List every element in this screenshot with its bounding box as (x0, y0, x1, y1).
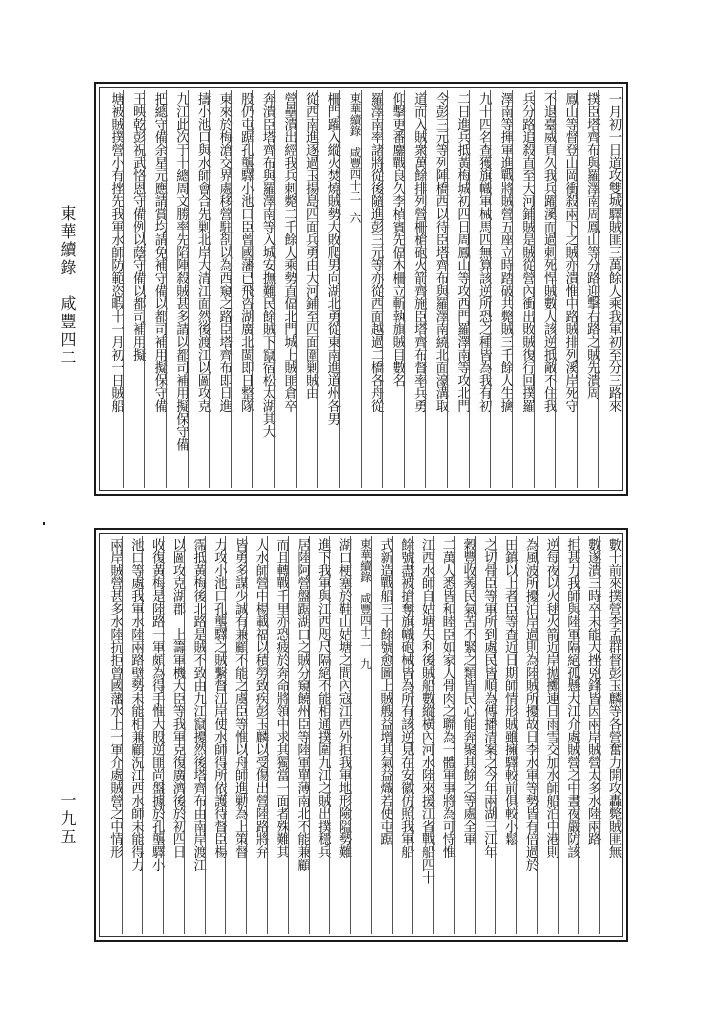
lower-text-column: 湖口梗塞於鞋山姑塘之間內寇江西外拒我軍地形險隘勢難 (329, 536, 350, 934)
margin-mark (43, 522, 45, 525)
lower-text-column: 以圖攻克湖郡 上籌軍機大臣等我軍克復廣濟後於初四日 (163, 536, 184, 934)
upper-text-column: 從西南進逐過玉揚島四面兵勇由大河鋪至四面圍剿賊由 (296, 90, 318, 488)
upper-text-column: 不退臺威頁久我兵躍溪而過刺死悍賊數人該逆抵敵不住我 (534, 90, 556, 488)
upper-text-column: 柵門躍入縱火焚燒賊勢大敗爬男向湖北勇從東南進道州各男 (317, 90, 339, 488)
upper-text-column: 兵分路追殺直至大河鋪賊是賊從營內衝出敗賊復行回撲羅 (512, 90, 534, 488)
lower-text-column: 逆每夜以火毬火箭近岸拋擲連日雨雪交加水師船泊中港則 (537, 536, 558, 934)
lower-text-column: 拒甚力我師與陸軍隔絕孤懸大江介處賊營之中晝夜嚴防該 (558, 536, 579, 934)
lower-text-column: 式新造戰船三十餘號愈圖上賊艘益增其氣益熾若使屯踞 (371, 536, 392, 934)
lower-text-column: 數十前來撲營李孟群督彭玉麟等各營奮力開攻轟斃賊匪無 (599, 536, 620, 934)
lower-text-columns (102, 536, 620, 934)
lower-text-column: 田鎮以上者臣等查近日期師情形賊雖擁驛較前俱較小鬆 (495, 536, 516, 934)
upper-text-block (94, 82, 628, 496)
lower-text-column: 餘號盡被搶奪旗幟砲械皆為所有該逆見在安徽仿照我軍船 (392, 536, 413, 934)
upper-text-column: 二日進兵抵黃梅城初四日周鳳山等攻西門羅澤南等攻北門 (447, 90, 469, 488)
upper-text-columns (102, 90, 620, 488)
lower-text-column: 池口等處我軍水陸兩路壁勢未能相兼顧況江西水師未能得力 (122, 536, 143, 934)
upper-text-column: 王映乾彭祝武恪恩守備例以蔭守備以都司補用擬 (123, 90, 145, 488)
upper-text-column: 撲臣塔齊布與羅澤南周鳳山等分路迎擊右路之賊先潰周 (577, 90, 599, 488)
upper-text-column: 道而入賊衆萬餘排列營柵槍砲火箭齊施臣塔齊布督率兵勇 (404, 90, 426, 488)
lower-text-column: 之切骨臣等軍所到處民皆順為傳播清案之今年兩湖三江年 (475, 536, 496, 934)
page-number: 一九五 (58, 792, 77, 846)
upper-text-column: 東來於梅滄交界處移營駐剳以為西窺之路臣塔齊布即日進 (209, 90, 231, 488)
lower-text-column: 皆勇多謀少誠有兼顧不能之虞臣等惟以舟師進勦為上策督 (225, 536, 246, 934)
book-title-margin: 東華續錄 咸豐四二 (58, 205, 77, 367)
lower-text-column: 霈抵黃梅後北路是賊不致由九江竄擾然後塔齊布由南岸渡江 (184, 536, 205, 934)
upper-text-column: 把總守備余星元應請賞均請免補守備以都司補用擬保守備 (144, 90, 166, 488)
upper-text-column: 奔潰臣塔齊布與羅澤南等入城安撫難民餘賊下竄宿松太湖其大 (252, 90, 274, 488)
lower-text-column: 穀豐收莠民氣苦不緊之類皆民心能奔聚其餘之等處全軍 (454, 536, 475, 934)
lower-text-column: 進下我軍與江西咫尺隔絕不能相通撲圍九江之賊出撲穩兵 (309, 536, 330, 934)
upper-text-column: 令彭三元等列陣橋西以待臣塔齊布與羅澤南繞北面濠溝取 (425, 90, 447, 488)
lower-running-header-column: 東華續錄 咸豐四十二 九 (350, 536, 371, 934)
lower-text-column: 數遂潰三時卒未能大挫兇鋒皆因兩岸賊營太多水陸兩路 (578, 536, 599, 934)
lower-text-column: 兩岸賊營甚多水陸抗拒曾國藩水上一軍介處賊營之中情形 (107, 538, 123, 859)
upper-text-column: 九江此次于十總周文勝率先陷陣殺賊甚多請以都司補用擬保守備 (166, 90, 188, 488)
upper-text-column: 九十四名查獲旗幟軍械馬匹無算該逆所恐之種皆為我有初 (469, 90, 491, 488)
lower-text-column: 二萬人悉皆和睦臣如家人骨肉之聯為一體軍事將為可恃惟 (433, 536, 454, 934)
lower-text-block (94, 528, 628, 942)
upper-text-column: 營壘潰出經我兵刺斃二千餘人乘勢直偪北門城上賊匪倉卒 (274, 90, 296, 488)
lower-text-column: 為風波所擾泊岸過則為陸賊所擾故日李水軍等勢皆有倍過於 (516, 536, 537, 934)
lower-text-column: 江西水師自姑塘失利後賊船數縱橫內河水陸來援江省戰船四十 (412, 536, 433, 934)
lower-text-column: 居陸阿營盤踞湖口之賊分窺饒州臣等陸軍單薄南北不能兼顧 (288, 536, 309, 934)
upper-text-column: 擣小池口與水師會合先剿北岸大清江面然後渡江以圖攻克 (188, 90, 210, 488)
lower-text-column: 人水師營中楊載福以積勞致疾彭玉麟以受傷出營陸路將弁 (246, 536, 267, 934)
upper-text-column: 羅澤南率諸將從後隨進彭三元等亦從西面越過二橋各舟從 (361, 90, 383, 488)
lower-text-column: 力攻小池口孔壟驛之賊繫督江岸使水師得所依護待督臣楊 (205, 536, 226, 934)
upper-text-column: 股仍屯踞孔壟驛小池口臣曾國藩已飛咨湖廣北閩即日整隊 (231, 90, 253, 488)
upper-text-column: 塘被賊撲營小有挫先我軍水師防範恣暇十一月初一日賊船 (108, 92, 124, 413)
upper-text-column: 澤南等揮軍進戰將賊營五座立時踏破共斃賊三千餘人生擒 (490, 90, 512, 488)
upper-text-column: 仰擊更番鏖戰良久李楨賓先偪木柵立斬執旗賊目數名 (382, 90, 404, 488)
upper-text-column: 鳳山等督登山岡衝殺兩下之賊亦潰惟中路賊排列溪岸死守 (555, 90, 577, 488)
upper-text-column: 一月初一日道攻雙城驛賊匪三萬餘人乘我軍初至分三路來 (598, 90, 620, 488)
lower-text-column: 而且轉戰千里亦恐疲於奔命將領中求其獨當一面者殊難其 (267, 536, 288, 934)
upper-running-header-column: 東華續錄 咸豐四十二 六 (339, 90, 361, 488)
lower-text-column: 收復黃梅是陸路一軍頗為得手惟大股逆匪尚盤據於孔壟驛小 (142, 536, 163, 934)
